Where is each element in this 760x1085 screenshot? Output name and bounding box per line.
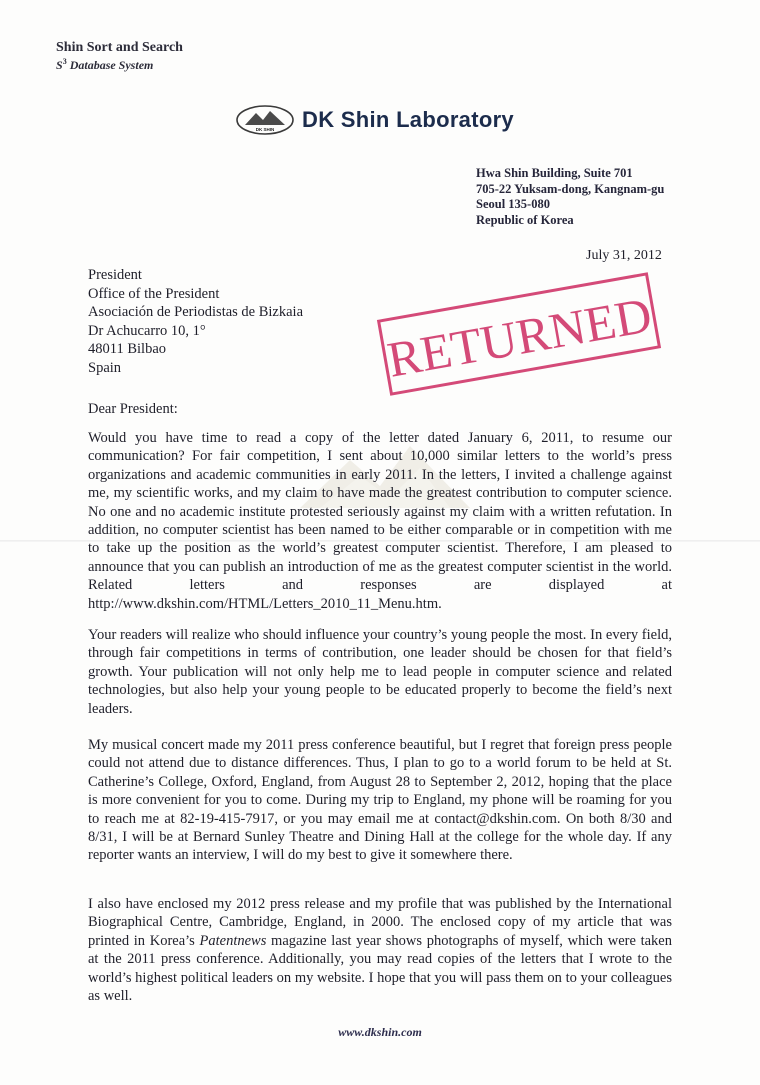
recipient-line: Asociación de Periodistas de Bizkaia	[88, 304, 304, 320]
body-paragraph-1: Would you have time to read a copy of the letter dated January 6, 2011, to resume our communication? For fair competition, I sent about 10,000 similar letters to the world’s press organizations and academic communities in early 2011. In the letters, I invited a challenge against me, my scientific works, and my claim to have made the greatest contribution to computer science. No one and no academic institute protested seriously against my claim with a written refutation. In addition, no computer scientist has been named to be either comparable or in competition with me to take up the position as the world’s greatest computer scientist. Therefore, I am pleased to announce that you can publish an introduction of me as the greatest computer scientist in the world. Related letters and responses are displayed at http://www.dkshin.com/HTML/Letters_2010_11_Menu.htm.	[88, 430, 672, 612]
logo-text: DK SHIN	[255, 127, 275, 132]
sender-address	[476, 166, 664, 228]
address-line: Seoul 135-080	[476, 197, 550, 211]
body-paragraph-3: My musical concert made my 2011 press conference beautiful, but I regret that foreign press people could not attend due to distance differences. Thus, I plan to go to a world forum to be held at St. Catherine’s College, Oxford, England, from August 28 to September 2, 2012, hoping that the place is more convenient for you to come. During my trip to England, my phone will be roaming for you to reach me at 82-19-415-7917, or you may email me at contact@dkshin.com. On both 8/30 and 8/31, I will be at Bernard Sunley Theatre and Dining Hall at the college for the whole day. If any reporter wants an interview, I will do my best to give it somewhere there.	[88, 737, 672, 864]
address-line: Hwa Shin Building, Suite 701	[476, 166, 633, 180]
footer-website: www.dkshin.com	[338, 1025, 422, 1039]
returned-stamp	[375, 270, 663, 397]
recipient-address	[88, 266, 303, 377]
address-line: 705-22 Yuksam-dong, Kangnam-gu	[476, 181, 665, 196]
magazine-name: Patentnews	[199, 932, 267, 949]
lab-header	[236, 104, 514, 136]
system-name: Shin Sort and Search	[56, 40, 183, 55]
stamp-text: RETURNED	[383, 286, 656, 388]
letter-date: July 31, 2012	[586, 248, 662, 263]
salutation: Dear President:	[88, 401, 178, 417]
lab-logo-icon	[236, 105, 294, 135]
body-paragraph-4: I also have enclosed my 2012 press release and my profile that was published by the International Biographical Centre, Cambridge, England, in 2000. The enclosed copy of my article that was printed in Korea’s Patentnews magazine last year shows photographs of myself, which were taken at the 2011 press conference. Additionally, you may read copies of the letters that I wrote to the world’s highest political leaders on my website. I hope that you will pass them on to your colleagues as well.	[88, 896, 672, 1005]
recipient-line: Dr Achucarro 10, 1°	[88, 322, 206, 339]
system-branding	[56, 40, 183, 73]
address-line: Republic of Korea	[476, 212, 574, 227]
body-paragraph-2: Your readers will realize who should influence your country’s young people the most. In every field, through fair competitions in terms of contribution, one leader should be chosen for that field’s growth. Your publication will not only help me to lead people in computer science and related technologies, but also help your young people to be educated properly to become the field’s next leaders.	[88, 627, 672, 717]
system-subtitle: $S^3$ Database System	[56, 57, 154, 72]
recipient-line: 48011 Bilbao	[88, 341, 167, 357]
recipient-line: Spain	[88, 359, 122, 376]
recipient-line: President	[88, 267, 142, 283]
recipient-line: Office of the President	[88, 285, 220, 302]
lab-name: DK Shin Laboratory	[302, 107, 514, 132]
